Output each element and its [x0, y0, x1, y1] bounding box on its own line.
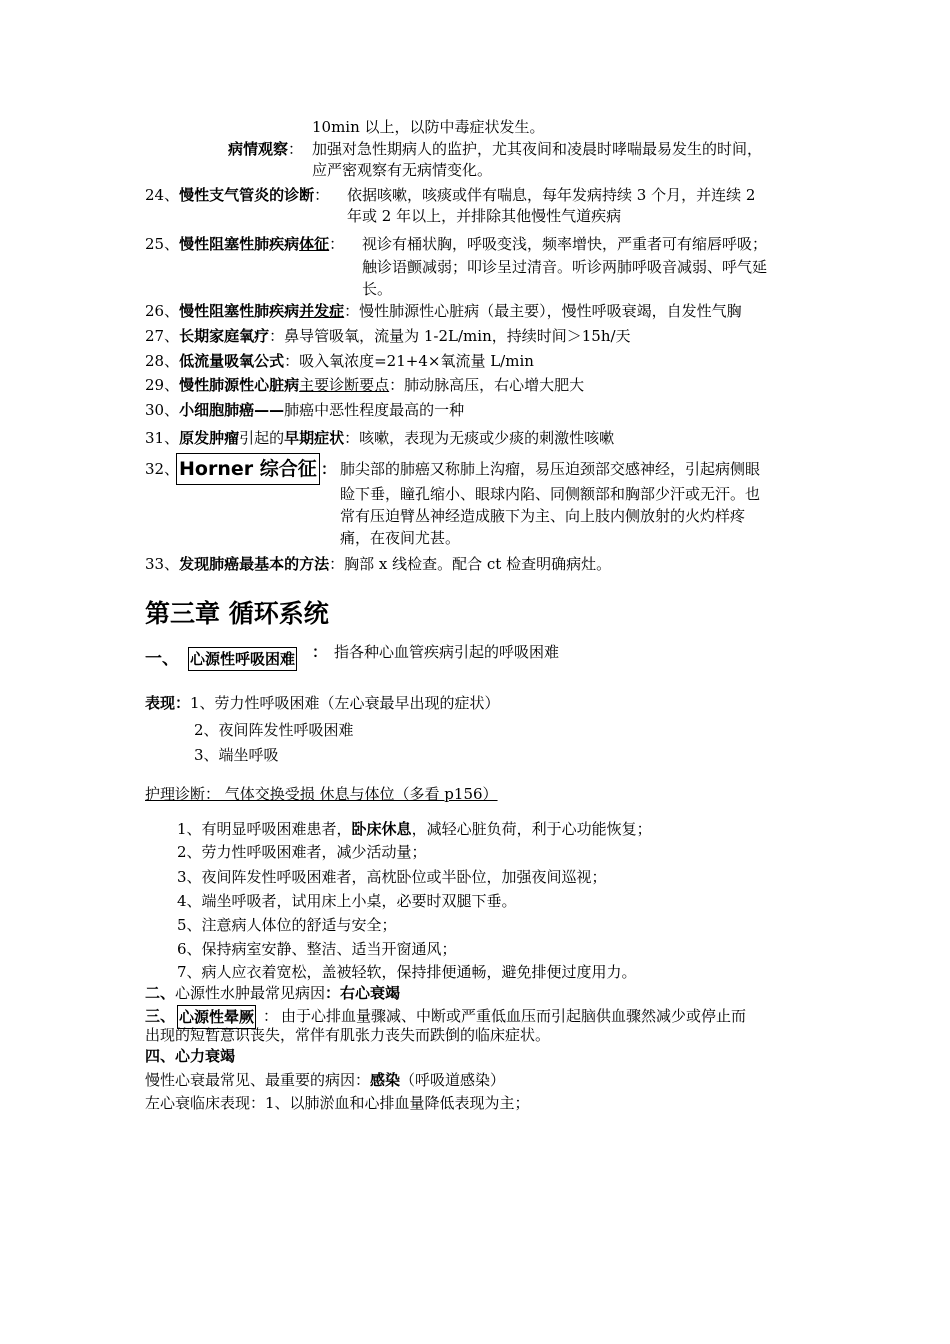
colon: ： [325, 984, 341, 1002]
item-31 [145, 427, 614, 449]
section-number: 一、 [145, 649, 179, 669]
observation-item [228, 138, 303, 160]
item-label: 慢性阻塞性肺疾病 [179, 302, 300, 320]
item-label: 长期家庭氧疗 [179, 327, 270, 345]
text-line: 肺尖部的肺癌又称肺上沟瘤，易压迫颈部交感神经，引起病侧眼 [340, 460, 761, 478]
item-number: 27、 [145, 327, 180, 345]
item-label: 慢性阻塞性肺疾病 [179, 235, 300, 253]
section-text: 指各种心血管疾病引起的呼吸困难 [334, 643, 560, 661]
performance-item: 3、端坐呼吸 [194, 746, 279, 764]
section-text: 心源性水肿最常见病因 [175, 984, 326, 1002]
section-heading: 四、心力衰竭 [145, 1047, 236, 1065]
hf-text: （呼吸道感染） [400, 1071, 506, 1089]
text-line: 常有压迫臂丛神经造成腋下为主、向上肢内侧放射的火灼样疼 [340, 507, 746, 525]
text-line: 视诊有桶状胸，呼吸变浅，频率增快，严重者可有缩唇呼吸； [362, 235, 768, 253]
nursing-item: 3、夜间阵发性呼吸困难者，高枕卧位或半卧位，加强夜间巡视； [177, 868, 607, 886]
performance-line [145, 692, 500, 714]
item-30 [145, 399, 464, 421]
item-text: 引起的 [239, 429, 285, 447]
item-label-underlined: 并发症 [299, 302, 345, 320]
item-text: ：肺动脉高压，右心增大肥大 [389, 376, 585, 394]
text-line: 出现的短暂意识丧失，常伴有肌张力丧失而跌倒的临床症状。 [145, 1026, 551, 1044]
section-label-box [188, 647, 297, 671]
text-line: 加强对急性期病人的监护，尤其夜间和凌晨时哮喘最易发生的时间， [312, 140, 763, 158]
nursing-text: ，减轻心脏负荷，利于心功能恢复； [411, 820, 652, 838]
heart-failure-line: 左心衰临床表现：1、以肺淤血和心排血量降低表现为主； [145, 1094, 530, 1112]
text-line: 依据咳嗽，咳痰或伴有喘息，每年发病持续 3 个月，并连续 2 [347, 186, 756, 204]
item-label: 早期症状 [284, 429, 345, 447]
item-label: 原发肿瘤 [179, 429, 240, 447]
observation-label: 病情观察 [228, 140, 289, 158]
item-number: 24、 [145, 186, 180, 204]
item-label: 小细胞肺癌—— [179, 401, 285, 419]
item-29 [145, 374, 584, 396]
nursing-item: 5、注意病人体位的舒适与安全； [177, 916, 397, 934]
colon: ： [314, 186, 330, 204]
colon: ： [321, 460, 337, 478]
performance-label: 表现： [145, 694, 191, 712]
item-number: 33、 [145, 555, 180, 573]
item-label: 慢性肺源性心脏病 [179, 376, 300, 394]
item-26 [145, 300, 742, 322]
nursing-bold: 卧床休息 [351, 820, 412, 838]
chapter-heading: 第三章 循环系统 [145, 599, 329, 628]
performance-item: 1、劳力性呼吸困难（左心衰最早出现的症状） [190, 694, 500, 712]
nursing-text: 1、有明显呼吸困难患者， [177, 820, 352, 838]
item-number: 29、 [145, 376, 180, 394]
item-27 [145, 325, 631, 347]
item-label: 慢性支气管炎的诊断 [179, 186, 315, 204]
performance-item: 2、夜间阵发性呼吸困难 [194, 721, 354, 739]
section-2 [145, 982, 400, 1004]
text-line: 睑下垂，瞳孔缩小、眼球内陷、同侧额部和胸部少汗或无汗。也 [340, 485, 761, 503]
item-text: ：吸入氧浓度=21+4×氧流量 L/min [284, 352, 534, 370]
hf-bold: 感染 [370, 1071, 401, 1089]
item-number: 28、 [145, 352, 180, 370]
item-24 [145, 184, 329, 206]
item-text: ：鼻导管吸氧，流量为 1-2L/min，持续时间＞15h/天 [269, 327, 631, 345]
nursing-item: 2、劳力性呼吸困难者，减少活动量； [177, 843, 427, 861]
item-text: 肺癌中恶性程度最高的一种 [284, 401, 465, 419]
item-number: 30、 [145, 401, 180, 419]
section-number: 三、 [145, 1007, 176, 1025]
text-line: 长。 [362, 280, 393, 298]
nursing-diagnosis: 护理诊断： 气体交换受损 休息与体位（多看 p156） [145, 785, 498, 803]
item-number: 25、 [145, 235, 180, 253]
nursing-item: 7、病人应衣着宽松，盖被轻软，保持排便通畅，避免排便过度用力。 [177, 963, 637, 981]
nursing-item [177, 818, 652, 840]
item-33 [145, 553, 611, 575]
text-line: 由于心排血量骤减、中断或严重低血压而引起脑供血骤然减少或停止而 [281, 1007, 747, 1025]
text-line: 触诊语颤减弱；叩诊呈过清音。听诊两肺呼吸音减弱、呼气延 [362, 258, 768, 276]
section-bold: 右心衰竭 [340, 984, 401, 1002]
colon: ： [312, 643, 328, 661]
colon: ： [263, 1007, 279, 1025]
text-line: 年或 2 年以上，并排除其他慢性气道疾病 [347, 207, 622, 225]
nursing-item: 4、端坐呼吸者，试用床上小桌，必要时双腿下垂。 [177, 892, 517, 910]
heart-failure-line [145, 1069, 505, 1091]
text-line: 应严密观察有无病情变化。 [312, 161, 493, 179]
item-label: Horner 综合征 [179, 458, 317, 480]
item-text: ：慢性肺源性心脏病（最主要），慢性呼吸衰竭，自发性气胸 [344, 302, 742, 320]
item-number: 26、 [145, 302, 180, 320]
section-label: 心源性呼吸困难 [190, 650, 296, 668]
item-32-number: 32、 [145, 460, 180, 478]
item-25 [145, 233, 344, 255]
colon: ： [288, 140, 304, 158]
item-label: 发现肺癌最基本的方法 [179, 555, 330, 573]
item-text: ：咳嗽，表现为无痰或少痰的刺激性咳嗽 [344, 429, 615, 447]
item-label: 低流量吸氧公式 [179, 352, 285, 370]
item-text: ：胸部 x 线检查。配合 ct 检查明确病灶。 [329, 555, 612, 573]
hf-text: 慢性心衰最常见、最重要的病因： [145, 1071, 371, 1089]
section-label: 心源性晕厥 [179, 1008, 255, 1026]
item-number: 31、 [145, 429, 180, 447]
item-underlined: 主要诊断要点 [299, 376, 390, 394]
text-line: 10min 以上，以防中毒症状发生。 [312, 118, 545, 136]
item-28 [145, 350, 534, 372]
text-line: 痛，在夜间尤甚。 [340, 529, 461, 547]
item-label-underlined: 体征 [299, 235, 330, 253]
horner-label-box [176, 453, 320, 485]
nursing-item: 6、保持病室安静、整洁、适当开窗通风； [177, 940, 457, 958]
section-number: 二、 [145, 984, 176, 1002]
colon: ： [329, 235, 345, 253]
